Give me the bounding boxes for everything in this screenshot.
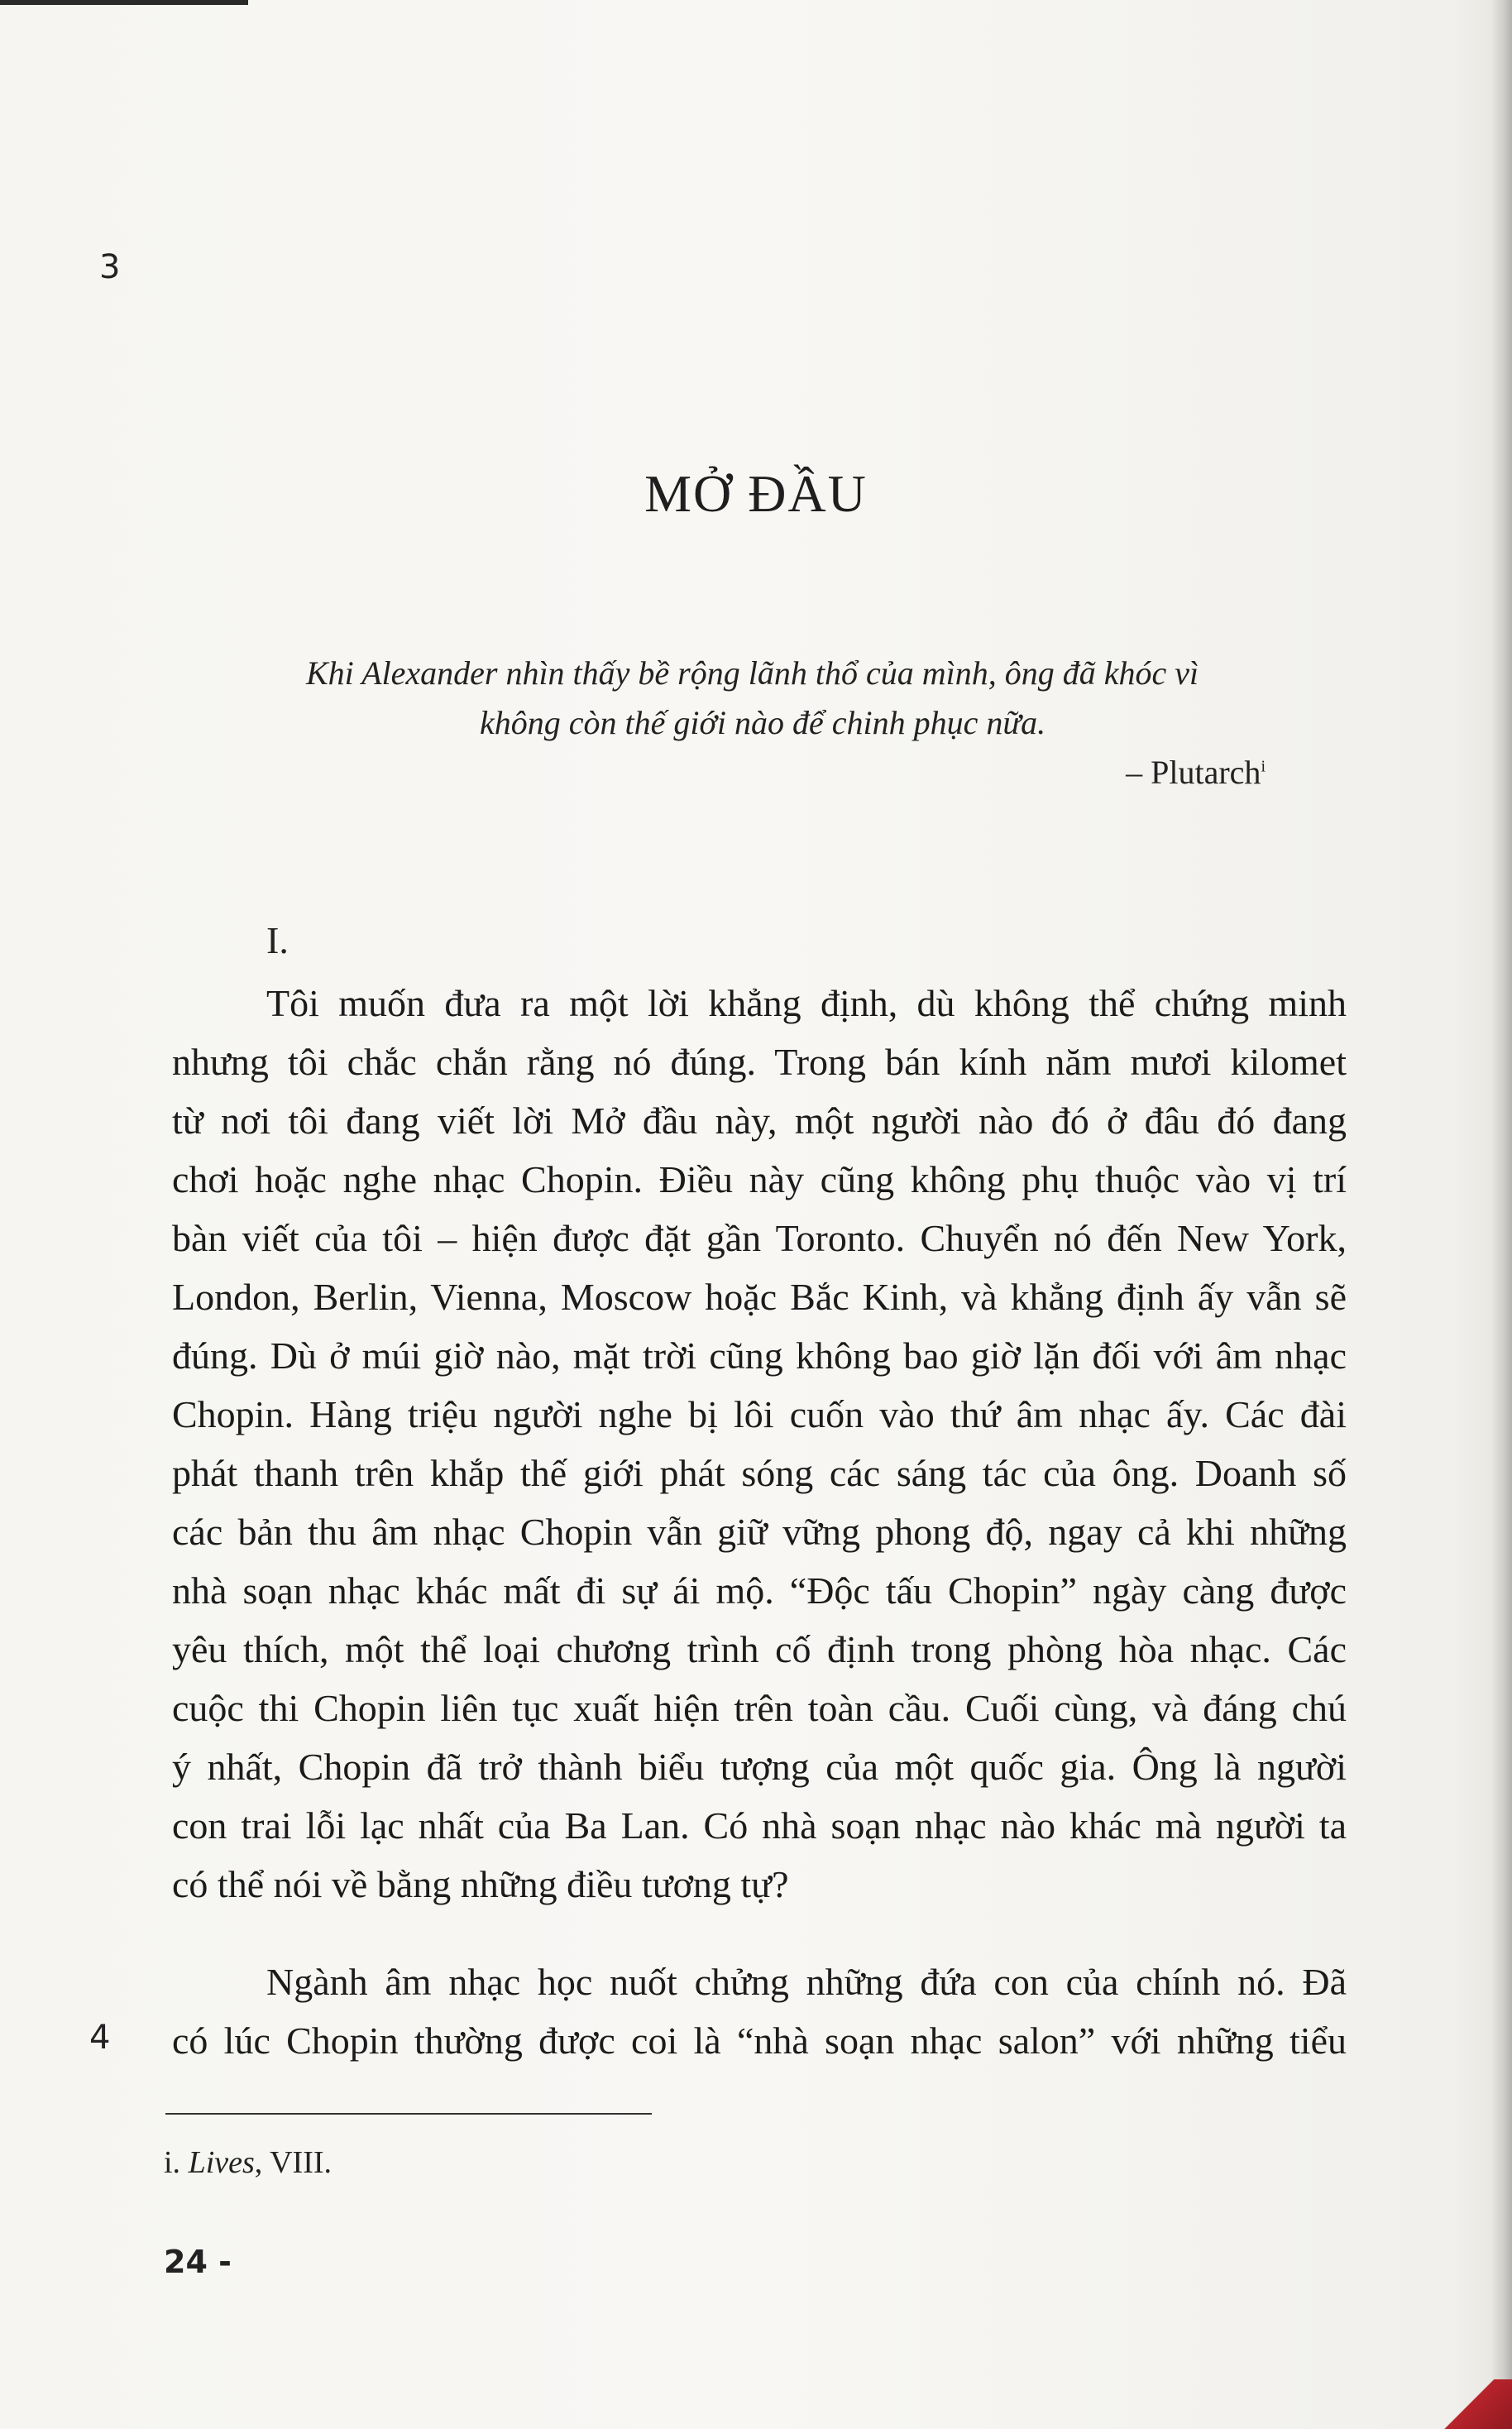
epigraph-line-1: Khi Alexander nhìn thấy bề rộng lãnh thổ của mình, ông đã khóc vì — [306, 654, 1199, 692]
paragraph-line: London, Berlin, Vienna, Moscow hoặc Bắc Kinh, và khẳng định ấy vẫn sẽ — [172, 1276, 1347, 1318]
paragraph-line: có thể nói về bằng những điều tương tự? — [172, 1863, 789, 1905]
epigraph-line-2: không còn thế giới nào để chinh phục nữa. — [480, 704, 1046, 741]
page-number: 24 - — [164, 2244, 232, 2280]
paragraph-line: yêu thích, một thể loại chương trình cố định trong phòng hòa nhạc. Các — [172, 1628, 1347, 1670]
attribution-footnote-marker: i — [1261, 757, 1266, 776]
paragraph-line: Chopin. Hàng triệu người nghe bị lôi cuốn vào thứ âm nhạc ấy. Các đài — [172, 1393, 1347, 1435]
epigraph-attribution — [1126, 753, 1266, 792]
corner-cover-edge — [1438, 2379, 1512, 2429]
paragraph-line: nhà soạn nhạc khác mất đi sự ái mộ. “Độc tấu Chopin” ngày càng được — [172, 1569, 1347, 1612]
paragraph-2 — [172, 1952, 1347, 2070]
paragraph-line: bàn viết của tôi – hiện được đặt gần Toronto. Chuyển nó đến New York, — [172, 1217, 1347, 1259]
paragraph-line: có lúc Chopin thường được coi là “nhà soạn nhạc salon” với những tiểu — [172, 2019, 1347, 2062]
paragraph-line: chơi hoặc nghe nhạc Chopin. Điều này cũng không phụ thuộc vào vị trí — [172, 1158, 1347, 1200]
paragraph-line: Tôi muốn đưa ra một lời khẳng định, dù không thể chứng minh — [266, 982, 1347, 1024]
paragraph-line: phát thanh trên khắp thế giới phát sóng các sáng tác của ông. Doanh số — [172, 1452, 1347, 1494]
footnote-divider — [165, 2113, 652, 2115]
footnote-title: Lives — [188, 2145, 255, 2180]
paragraph-line: nhưng tôi chắc chắn rằng nó đúng. Trong bán kính năm mươi kilomet — [172, 1041, 1347, 1083]
footnote-marker: i. — [164, 2145, 189, 2180]
chapter-title: MỞ ĐẦU — [644, 464, 868, 523]
top-edge-mark — [0, 0, 248, 5]
paragraph-line: con trai lỗi lạc nhất của Ba Lan. Có nhà soạn nhạc nào khác mà người ta — [172, 1804, 1347, 1847]
section-number: I. — [266, 919, 289, 961]
paragraph-line: Ngành âm nhạc học nuốt chửng những đứa con của chính nó. Đã — [266, 1961, 1347, 2003]
footnote-rest: , VIII. — [254, 2145, 332, 2180]
margin-number-bottom: 4 — [89, 2019, 111, 2057]
paragraph-line: từ nơi tôi đang viết lời Mở đầu này, một người nào đó ở đâu đó đang — [172, 1100, 1347, 1142]
paragraph-line: cuộc thi Chopin liên tục xuất hiện trên toàn cầu. Cuối cùng, và đáng chú — [172, 1687, 1347, 1729]
paragraph-line: đúng. Dù ở múi giờ nào, mặt trời cũng không bao giờ lặn đối với âm nhạc — [172, 1334, 1347, 1377]
attribution-text: – Plutarch — [1126, 754, 1261, 791]
margin-number-top: 3 — [99, 248, 121, 286]
paragraph-1 — [172, 974, 1347, 1914]
paragraph-line: ý nhất, Chopin đã trở thành biểu tượng của một quốc gia. Ông là người — [172, 1746, 1347, 1788]
footnote — [164, 2144, 332, 2181]
page-edge-shadow — [1490, 0, 1512, 2429]
paragraph-line: các bản thu âm nhạc Chopin vẫn giữ vững phong độ, ngay cả khi những — [172, 1511, 1347, 1553]
